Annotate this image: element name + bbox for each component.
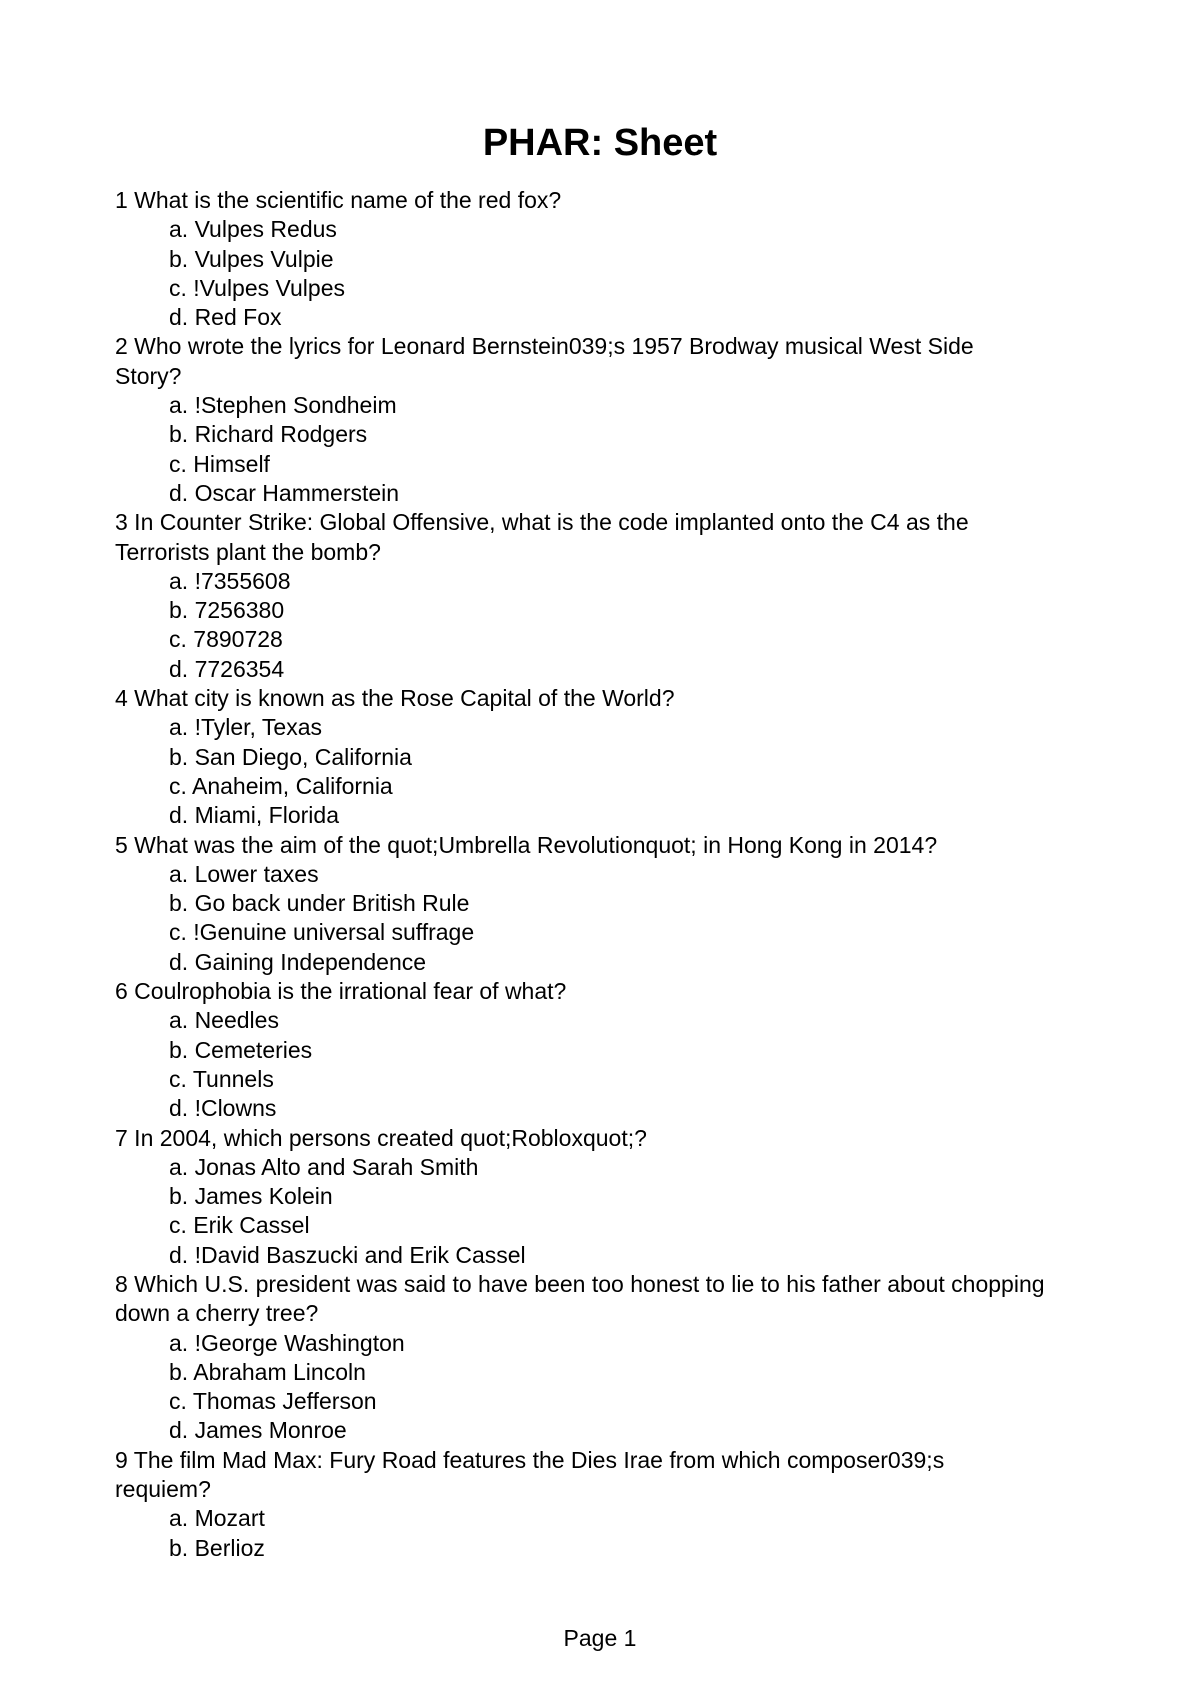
question-6 [115, 977, 1045, 1123]
question-3 [115, 508, 1045, 684]
answer-option: c. Tunnels [169, 1065, 274, 1092]
answer-option: c. Himself [169, 450, 270, 477]
answer-option: a. Jonas Alto and Sarah Smith [169, 1153, 479, 1180]
answer-option: d. Red Fox [169, 304, 282, 331]
answer-option: a. !Tyler, Texas [169, 714, 322, 741]
question-text: 5 What was the aim of the quot;Umbrella Revolutionquot; in Hong Kong in 2014? [115, 831, 938, 858]
question-9 [115, 1446, 1045, 1563]
answer-option: b. Abraham Lincoln [169, 1358, 366, 1385]
page-title: PHAR: Sheet [482, 122, 718, 164]
answer-options [115, 1153, 1045, 1270]
answer-option: c. Thomas Jefferson [169, 1388, 377, 1415]
question-2 [115, 332, 1045, 508]
answer-option: d. Gaining Independence [169, 948, 427, 975]
answer-options [115, 567, 1045, 684]
answer-option: a. !Stephen Sondheim [169, 392, 397, 419]
answer-option: b. Vulpes Vulpie [169, 245, 334, 272]
answer-option: a. Mozart [169, 1505, 265, 1532]
answer-option: d. 7726354 [169, 655, 285, 682]
question-text: 1 What is the scientific name of the red fox? [115, 187, 562, 213]
answer-options [115, 1006, 1045, 1123]
question-text: 6 Coulrophobia is the irrational fear of what? [115, 978, 567, 1005]
answer-options [115, 1329, 1045, 1446]
question-text: 2 Who wrote the lyrics for Leonard Bernstein039;s 1957 Brodway musical West Side Story? [115, 333, 974, 389]
question-text: 8 Which U.S. president was said to have been too honest to lie to his father about chopping down a cherry tree? [115, 1270, 1045, 1327]
answer-option: a. Lower taxes [169, 860, 319, 887]
answer-option: c. Erik Cassel [169, 1212, 310, 1239]
answer-option: d. Miami, Florida [169, 802, 339, 829]
answer-option: b. James Kolein [169, 1183, 333, 1210]
answer-options [115, 713, 1045, 830]
answer-option: b. Richard Rodgers [169, 421, 368, 448]
answer-options [115, 215, 1045, 332]
answer-options [115, 391, 1045, 508]
answer-option: a. !George Washington [169, 1329, 405, 1356]
answer-option: c. Anaheim, California [169, 772, 393, 799]
answer-option: d. !Clowns [169, 1095, 277, 1122]
answer-option: b. 7256380 [169, 597, 285, 624]
question-text: 9 The film Mad Max: Fury Road features the Dies Irae from which composer039;s requiem? [115, 1446, 945, 1503]
answer-option: d. Oscar Hammerstein [169, 479, 400, 506]
page-number: Page 1 [563, 1625, 637, 1651]
question-text: 4 What city is known as the Rose Capital of the World? [115, 685, 675, 712]
answer-option: d. !David Baszucki and Erik Cassel [169, 1241, 526, 1268]
question-4 [115, 684, 1045, 830]
question-8 [115, 1270, 1045, 1446]
answer-option: a. !7355608 [169, 567, 291, 594]
question-5 [115, 831, 1045, 977]
answer-option: b. Berlioz [169, 1534, 265, 1561]
answer-option: d. James Monroe [169, 1417, 347, 1444]
question-7 [115, 1124, 1045, 1270]
question-list [115, 186, 1045, 1563]
answer-option: a. Needles [169, 1007, 279, 1034]
answer-option: c. 7890728 [169, 626, 283, 653]
answer-option: b. San Diego, California [169, 743, 412, 770]
answer-option: c. !Vulpes Vulpes [169, 274, 346, 301]
answer-option: a. Vulpes Redus [169, 216, 337, 243]
answer-options [115, 1504, 1045, 1563]
answer-option: c. !Genuine universal suffrage [169, 919, 475, 946]
answer-options [115, 860, 1045, 977]
question-text: 7 In 2004, which persons created quot;Robloxquot;? [115, 1124, 647, 1151]
question-1 [115, 186, 1045, 332]
question-text: 3 In Counter Strike: Global Offensive, what is the code implanted onto the C4 as the Terrorists plant the bomb? [115, 509, 969, 565]
answer-option: b. Go back under British Rule [169, 890, 470, 917]
answer-option: b. Cemeteries [169, 1036, 313, 1063]
